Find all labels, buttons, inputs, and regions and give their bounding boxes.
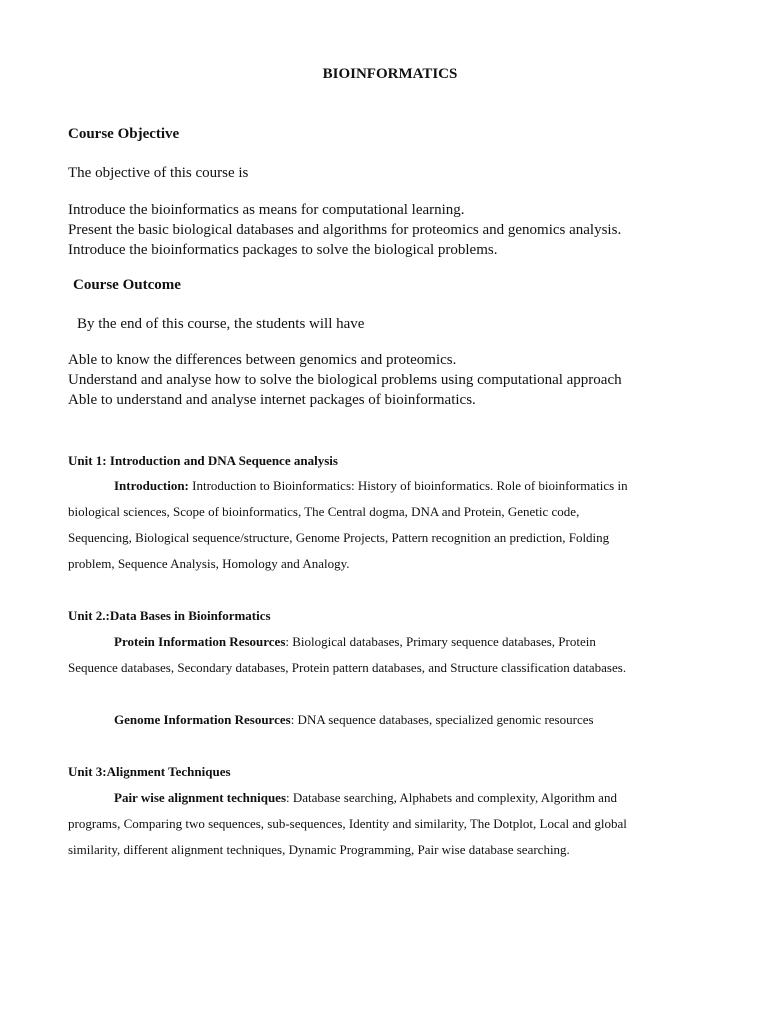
document-title: BIOINFORMATICS (322, 66, 458, 82)
unit1-body (68, 473, 728, 577)
objective-intro: The objective of this course is (68, 165, 249, 181)
unit2-line: Sequence databases, Secondary databases, Protein pattern databases, and Structure classification databases. (68, 660, 627, 675)
outcome-heading: Course Outcome (73, 277, 181, 293)
unit3-line: similarity, different alignment techniques, Dynamic Programming, Pair wise database searching. (68, 842, 570, 857)
unit2-p1-line1-text: : Biological databases, Primary sequence databases, Protein (285, 634, 596, 649)
unit2-p2-line1-text: : DNA sequence databases, specialized genomic resources (290, 712, 594, 727)
unit2-lead-protein: Protein Information Resources (114, 634, 286, 649)
outcome-item: Understand and analyse how to solve the biological problems using computational approach (68, 372, 622, 388)
unit2-genome-body (68, 707, 728, 733)
unit1-heading: Unit 1: Introduction and DNA Sequence analysis (68, 453, 338, 468)
outcome-item: Able to understand and analyse internet packages of bioinformatics. (68, 392, 476, 408)
unit3-line1-text: : Database searching, Alphabets and complexity, Algorithm and (286, 790, 617, 805)
objective-item: Present the basic biological databases and algorithms for proteomics and genomics analysis. (68, 222, 622, 238)
outcome-intro: By the end of this course, the students will have (77, 316, 365, 332)
unit1-line1-text: Introduction to Bioinformatics: History of bioinformatics. Role of bioinformatics in (188, 478, 628, 493)
unit1-lead: Introduction: (114, 478, 189, 493)
unit2-line (68, 707, 728, 733)
objective-item: Introduce the bioinformatics as means for computational learning. (68, 202, 465, 218)
unit3-line: programs, Comparing two sequences, sub-sequences, Identity and similarity, The Dotplot, Local and global (68, 816, 627, 831)
unit2-line (68, 629, 728, 655)
unit2-protein-body (68, 629, 728, 681)
unit3-body (68, 785, 728, 863)
unit3-line (68, 785, 728, 811)
outcome-list (68, 350, 728, 410)
objective-list (68, 200, 728, 260)
objective-item: Introduce the bioinformatics packages to solve the biological problems. (68, 242, 498, 258)
unit1-line: biological sciences, Scope of bioinformatics, The Central dogma, DNA and Protein, Genetic code, (68, 504, 580, 519)
unit1-line: problem, Sequence Analysis, Homology and Analogy. (68, 556, 350, 571)
unit1-line: Sequencing, Biological sequence/structure, Genome Projects, Pattern recognition an prediction, Folding (68, 530, 610, 545)
unit3-heading: Unit 3:Alignment Techniques (68, 764, 231, 779)
outcome-item: Able to know the differences between genomics and proteomics. (68, 352, 457, 368)
unit1-line (68, 473, 728, 499)
unit3-lead: Pair wise alignment techniques (114, 790, 287, 805)
unit2-lead-genome: Genome Information Resources (114, 712, 291, 727)
unit2-heading: Unit 2.:Data Bases in Bioinformatics (68, 608, 271, 623)
objective-heading: Course Objective (68, 126, 180, 142)
